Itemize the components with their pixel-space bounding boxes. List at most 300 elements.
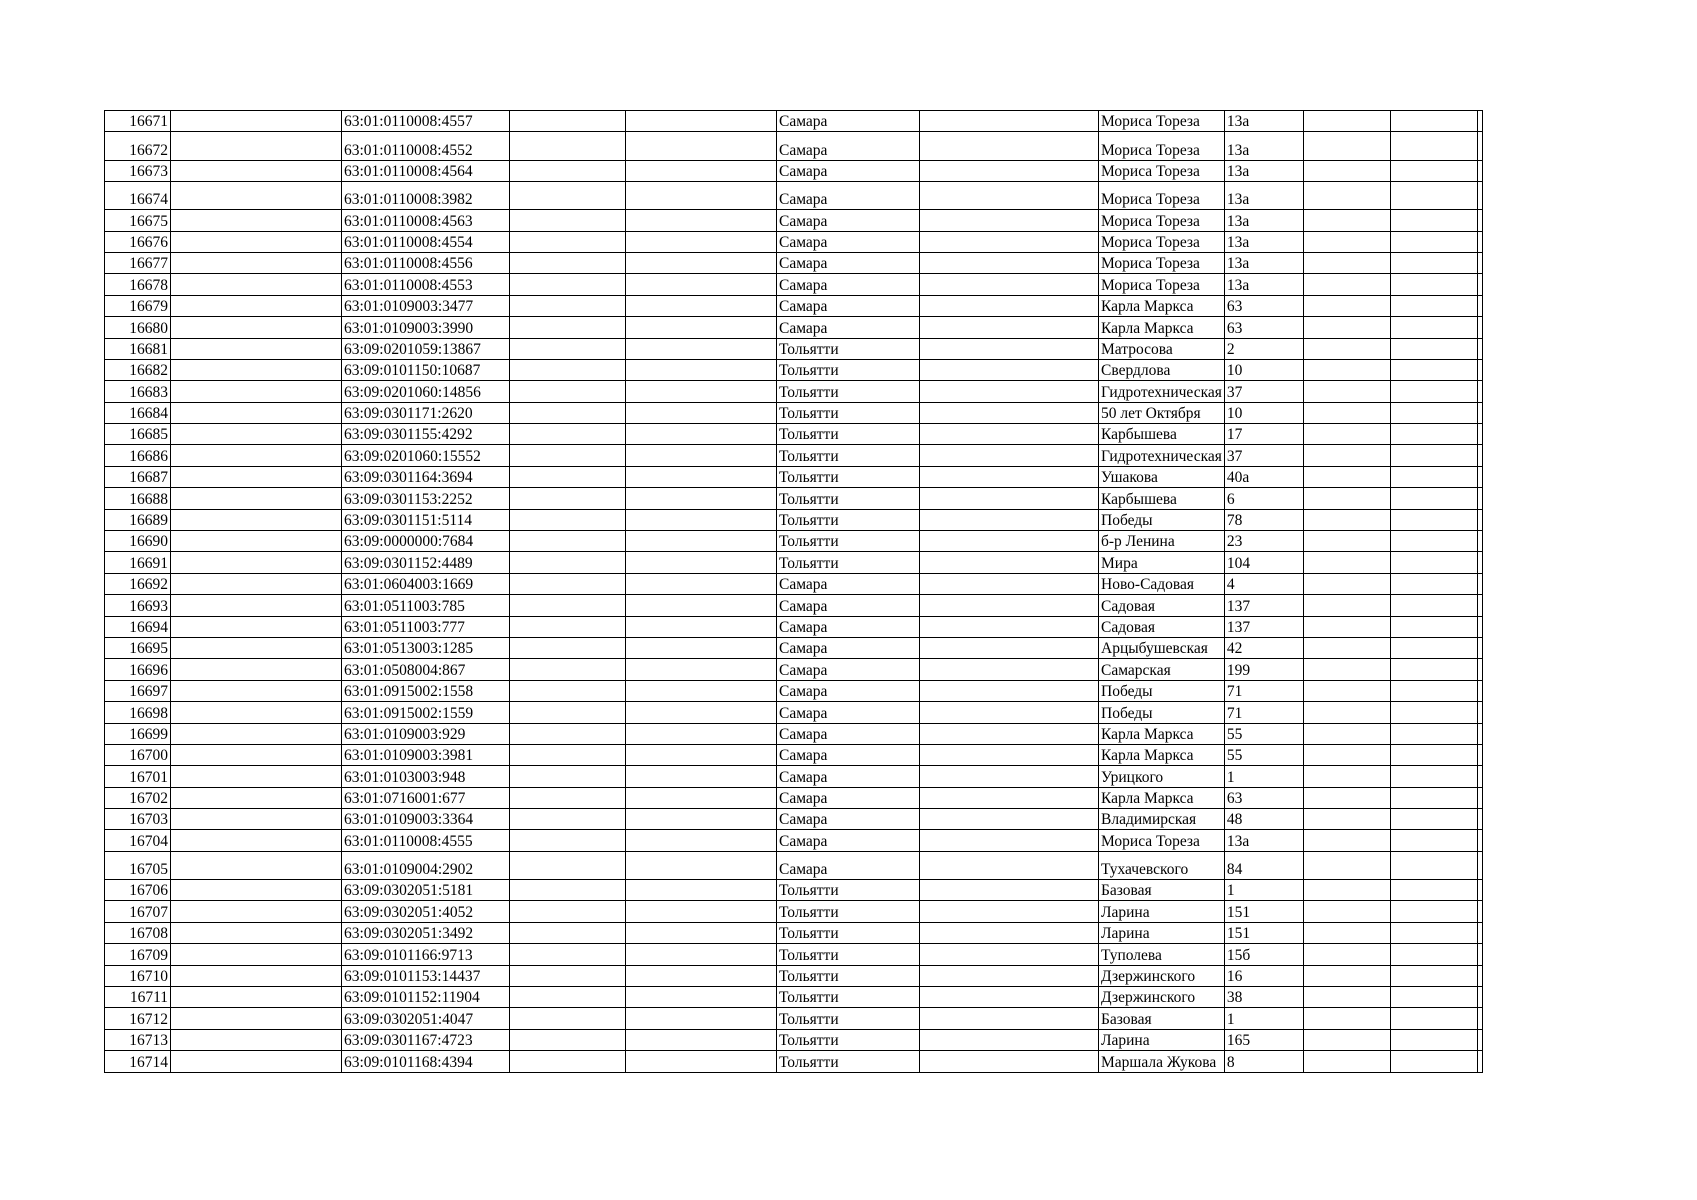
empty-cell (1390, 595, 1477, 616)
empty-cell (1477, 445, 1482, 466)
empty-cell (171, 744, 342, 765)
street-cell: Мориса Тореза (1099, 274, 1225, 295)
city-cell: Тольятти (777, 509, 920, 530)
city-cell: Тольятти (777, 552, 920, 573)
empty-cell (510, 1008, 626, 1029)
street-cell: Мориса Тореза (1099, 181, 1225, 209)
empty-cell (1477, 488, 1482, 509)
empty-cell (920, 552, 1099, 573)
empty-cell (1477, 922, 1482, 943)
street-cell: Садовая (1099, 616, 1225, 637)
empty-cell (1477, 901, 1482, 922)
empty-cell (510, 552, 626, 573)
empty-cell (510, 210, 626, 231)
house-number-cell: 37 (1224, 445, 1303, 466)
table-row (105, 274, 1483, 295)
empty-cell (1390, 132, 1477, 160)
cadastral-number-cell: 63:01:0103003:948 (342, 766, 510, 787)
empty-cell (1390, 445, 1477, 466)
empty-cell (510, 317, 626, 338)
table-row (105, 901, 1483, 922)
empty-cell (1390, 509, 1477, 530)
table-row (105, 787, 1483, 808)
empty-cell (1303, 880, 1390, 901)
empty-cell (626, 552, 777, 573)
house-number-cell: 1 (1224, 880, 1303, 901)
empty-cell (626, 1051, 777, 1072)
empty-cell (171, 210, 342, 231)
house-number-cell: 37 (1224, 381, 1303, 402)
empty-cell (510, 573, 626, 594)
table-row (105, 965, 1483, 986)
cadastral-number-cell: 63:09:0301152:4489 (342, 552, 510, 573)
city-cell: Самара (777, 787, 920, 808)
empty-cell (171, 901, 342, 922)
house-number-cell: 2 (1224, 338, 1303, 359)
cadastral-number-cell: 63:01:0508004:867 (342, 659, 510, 680)
table-row (105, 317, 1483, 338)
empty-cell (626, 1029, 777, 1050)
empty-cell (920, 424, 1099, 445)
table-row (105, 111, 1483, 132)
empty-cell (920, 922, 1099, 943)
house-number-cell: 13а (1224, 181, 1303, 209)
empty-cell (1303, 616, 1390, 637)
city-cell: Тольятти (777, 965, 920, 986)
row-number-cell: 16684 (105, 402, 171, 423)
table-row (105, 509, 1483, 530)
cadastral-number-cell: 63:09:0301167:4723 (342, 1029, 510, 1050)
empty-cell (920, 181, 1099, 209)
house-number-cell: 137 (1224, 616, 1303, 637)
street-cell: Карла Маркса (1099, 295, 1225, 316)
empty-cell (1303, 231, 1390, 252)
empty-cell (171, 595, 342, 616)
city-cell: Тольятти (777, 338, 920, 359)
empty-cell (171, 680, 342, 701)
city-cell: Тольятти (777, 987, 920, 1008)
empty-cell (1477, 595, 1482, 616)
empty-cell (626, 595, 777, 616)
empty-cell (1477, 295, 1482, 316)
row-number-cell: 16714 (105, 1051, 171, 1072)
house-number-cell: 71 (1224, 680, 1303, 701)
empty-cell (1390, 359, 1477, 380)
house-number-cell: 13а (1224, 274, 1303, 295)
row-number-cell: 16710 (105, 965, 171, 986)
row-number-cell: 16702 (105, 787, 171, 808)
empty-cell (1477, 744, 1482, 765)
empty-cell (1303, 111, 1390, 132)
empty-cell (171, 723, 342, 744)
empty-cell (626, 851, 777, 879)
house-number-cell: 165 (1224, 1029, 1303, 1050)
row-number-cell: 16682 (105, 359, 171, 380)
empty-cell (920, 702, 1099, 723)
empty-cell (1303, 252, 1390, 273)
empty-cell (171, 466, 342, 487)
empty-cell (1390, 830, 1477, 851)
table-row (105, 1029, 1483, 1050)
empty-cell (1390, 616, 1477, 637)
house-number-cell: 13а (1224, 830, 1303, 851)
empty-cell (626, 744, 777, 765)
empty-cell (510, 680, 626, 701)
cadastral-number-cell: 63:01:0110008:4555 (342, 830, 510, 851)
cadastral-number-cell: 63:01:0604003:1669 (342, 573, 510, 594)
empty-cell (1390, 402, 1477, 423)
empty-cell (626, 295, 777, 316)
city-cell: Тольятти (777, 531, 920, 552)
empty-cell (171, 132, 342, 160)
empty-cell (171, 295, 342, 316)
empty-cell (171, 965, 342, 986)
empty-cell (920, 637, 1099, 658)
house-number-cell: 84 (1224, 851, 1303, 879)
table-row (105, 466, 1483, 487)
empty-cell (171, 381, 342, 402)
cadastral-number-cell: 63:01:0110008:3982 (342, 181, 510, 209)
empty-cell (1390, 552, 1477, 573)
row-number-cell: 16713 (105, 1029, 171, 1050)
house-number-cell: 55 (1224, 723, 1303, 744)
table-row (105, 132, 1483, 160)
empty-cell (510, 809, 626, 830)
empty-cell (1390, 111, 1477, 132)
house-number-cell: 151 (1224, 922, 1303, 943)
cadastral-number-cell: 63:09:0201059:13867 (342, 338, 510, 359)
table-row (105, 809, 1483, 830)
cadastral-number-cell: 63:09:0301155:4292 (342, 424, 510, 445)
street-cell: Базовая (1099, 880, 1225, 901)
empty-cell (1303, 424, 1390, 445)
empty-cell (920, 1008, 1099, 1029)
empty-cell (510, 509, 626, 530)
empty-cell (1303, 466, 1390, 487)
table-row (105, 381, 1483, 402)
empty-cell (171, 181, 342, 209)
empty-cell (1303, 132, 1390, 160)
empty-cell (510, 181, 626, 209)
table-row (105, 922, 1483, 943)
empty-cell (1477, 181, 1482, 209)
empty-cell (626, 901, 777, 922)
table-row (105, 181, 1483, 209)
table-row (105, 987, 1483, 1008)
empty-cell (626, 466, 777, 487)
empty-cell (920, 723, 1099, 744)
empty-cell (171, 488, 342, 509)
empty-cell (920, 295, 1099, 316)
house-number-cell: 1 (1224, 1008, 1303, 1029)
house-number-cell: 63 (1224, 317, 1303, 338)
cadastral-number-cell: 63:09:0302051:5181 (342, 880, 510, 901)
empty-cell (510, 295, 626, 316)
empty-cell (920, 965, 1099, 986)
empty-cell (626, 680, 777, 701)
street-cell: Базовая (1099, 1008, 1225, 1029)
empty-cell (171, 851, 342, 879)
house-number-cell: 10 (1224, 402, 1303, 423)
street-cell: Тухачевского (1099, 851, 1225, 879)
empty-cell (510, 445, 626, 466)
cadastral-number-cell: 63:01:0511003:785 (342, 595, 510, 616)
table-row (105, 531, 1483, 552)
city-cell: Самара (777, 573, 920, 594)
row-number-cell: 16708 (105, 922, 171, 943)
cadastral-number-cell: 63:01:0716001:677 (342, 787, 510, 808)
table-row (105, 944, 1483, 965)
city-cell: Тольятти (777, 381, 920, 402)
house-number-cell: 13а (1224, 160, 1303, 181)
empty-cell (920, 509, 1099, 530)
empty-cell (510, 901, 626, 922)
city-cell: Тольятти (777, 424, 920, 445)
empty-cell (626, 987, 777, 1008)
empty-cell (510, 616, 626, 637)
empty-cell (1390, 944, 1477, 965)
empty-cell (626, 944, 777, 965)
street-cell: Владимирская (1099, 809, 1225, 830)
row-number-cell: 16688 (105, 488, 171, 509)
empty-cell (920, 274, 1099, 295)
table-row (105, 616, 1483, 637)
empty-cell (626, 965, 777, 986)
empty-cell (920, 488, 1099, 509)
empty-cell (510, 851, 626, 879)
row-number-cell: 16680 (105, 317, 171, 338)
table-row (105, 295, 1483, 316)
house-number-cell: 78 (1224, 509, 1303, 530)
city-cell: Тольятти (777, 1029, 920, 1050)
cadastral-number-cell: 63:01:0915002:1558 (342, 680, 510, 701)
row-number-cell: 16677 (105, 252, 171, 273)
empty-cell (171, 1008, 342, 1029)
empty-cell (1303, 552, 1390, 573)
row-number-cell: 16695 (105, 637, 171, 658)
empty-cell (920, 830, 1099, 851)
cadastral-number-cell: 63:01:0110008:4557 (342, 111, 510, 132)
empty-cell (1390, 466, 1477, 487)
empty-cell (626, 210, 777, 231)
cadastral-number-cell: 63:09:0101168:4394 (342, 1051, 510, 1072)
row-number-cell: 16673 (105, 160, 171, 181)
empty-cell (626, 111, 777, 132)
empty-cell (1303, 573, 1390, 594)
empty-cell (920, 359, 1099, 380)
house-number-cell: 104 (1224, 552, 1303, 573)
empty-cell (1477, 531, 1482, 552)
empty-cell (1477, 965, 1482, 986)
table-row (105, 359, 1483, 380)
street-cell: Ларина (1099, 1029, 1225, 1050)
empty-cell (1477, 210, 1482, 231)
empty-cell (510, 744, 626, 765)
empty-cell (1303, 381, 1390, 402)
street-cell: Мориса Тореза (1099, 231, 1225, 252)
empty-cell (626, 766, 777, 787)
city-cell: Самара (777, 616, 920, 637)
street-cell: Победы (1099, 702, 1225, 723)
row-number-cell: 16685 (105, 424, 171, 445)
cadastral-number-cell: 63:01:0109004:2902 (342, 851, 510, 879)
row-number-cell: 16691 (105, 552, 171, 573)
row-number-cell: 16701 (105, 766, 171, 787)
street-cell: Мориса Тореза (1099, 111, 1225, 132)
empty-cell (920, 317, 1099, 338)
city-cell: Самара (777, 723, 920, 744)
empty-cell (920, 1051, 1099, 1072)
empty-cell (1390, 702, 1477, 723)
empty-cell (1303, 744, 1390, 765)
city-cell: Самара (777, 210, 920, 231)
city-cell: Тольятти (777, 359, 920, 380)
house-number-cell: 4 (1224, 573, 1303, 594)
street-cell: Мориса Тореза (1099, 830, 1225, 851)
cadastral-number-cell: 63:01:0110008:4552 (342, 132, 510, 160)
empty-cell (1477, 723, 1482, 744)
empty-cell (626, 659, 777, 680)
row-number-cell: 16692 (105, 573, 171, 594)
empty-cell (1477, 1008, 1482, 1029)
empty-cell (510, 488, 626, 509)
empty-cell (1477, 616, 1482, 637)
empty-cell (1390, 252, 1477, 273)
house-number-cell: 13а (1224, 252, 1303, 273)
empty-cell (1303, 1029, 1390, 1050)
table-row (105, 424, 1483, 445)
empty-cell (1477, 160, 1482, 181)
empty-cell (920, 809, 1099, 830)
cadastral-number-cell: 63:01:0513003:1285 (342, 637, 510, 658)
empty-cell (626, 809, 777, 830)
empty-cell (171, 1029, 342, 1050)
empty-cell (1390, 680, 1477, 701)
city-cell: Тольятти (777, 1008, 920, 1029)
row-number-cell: 16712 (105, 1008, 171, 1029)
empty-cell (510, 702, 626, 723)
empty-cell (510, 880, 626, 901)
row-number-cell: 16678 (105, 274, 171, 295)
empty-cell (510, 944, 626, 965)
empty-cell (1477, 702, 1482, 723)
cadastral-number-cell: 63:09:0301171:2620 (342, 402, 510, 423)
house-number-cell: 137 (1224, 595, 1303, 616)
empty-cell (1477, 132, 1482, 160)
empty-cell (510, 402, 626, 423)
empty-cell (1477, 680, 1482, 701)
empty-cell (920, 231, 1099, 252)
row-number-cell: 16703 (105, 809, 171, 830)
empty-cell (171, 987, 342, 1008)
house-number-cell: 16 (1224, 965, 1303, 986)
cadastral-number-cell: 63:09:0101166:9713 (342, 944, 510, 965)
street-cell: Карла Маркса (1099, 317, 1225, 338)
empty-cell (1390, 965, 1477, 986)
empty-cell (171, 359, 342, 380)
empty-cell (1303, 445, 1390, 466)
cadastral-number-cell: 63:01:0110008:4553 (342, 274, 510, 295)
city-cell: Самара (777, 252, 920, 273)
street-cell: Мира (1099, 552, 1225, 573)
empty-cell (626, 723, 777, 744)
empty-cell (171, 111, 342, 132)
empty-cell (171, 830, 342, 851)
row-number-cell: 16674 (105, 181, 171, 209)
empty-cell (626, 616, 777, 637)
empty-cell (1477, 987, 1482, 1008)
cadastral-number-cell: 63:09:0302051:4052 (342, 901, 510, 922)
city-cell: Самара (777, 317, 920, 338)
city-cell: Самара (777, 111, 920, 132)
house-number-cell: 23 (1224, 531, 1303, 552)
house-number-cell: 10 (1224, 359, 1303, 380)
table-row (105, 637, 1483, 658)
empty-cell (1390, 531, 1477, 552)
empty-cell (1303, 1008, 1390, 1029)
empty-cell (510, 659, 626, 680)
empty-cell (1477, 1051, 1482, 1072)
empty-cell (510, 252, 626, 273)
empty-cell (1390, 424, 1477, 445)
empty-cell (171, 317, 342, 338)
house-number-cell: 151 (1224, 901, 1303, 922)
street-cell: Карла Маркса (1099, 787, 1225, 808)
street-cell: Гидротехническая (1099, 445, 1225, 466)
empty-cell (1303, 723, 1390, 744)
city-cell: Самара (777, 766, 920, 787)
street-cell: Самарская (1099, 659, 1225, 680)
street-cell: Карла Маркса (1099, 723, 1225, 744)
row-number-cell: 16676 (105, 231, 171, 252)
empty-cell (171, 424, 342, 445)
empty-cell (920, 402, 1099, 423)
city-cell: Самара (777, 809, 920, 830)
empty-cell (1390, 231, 1477, 252)
table-row (105, 338, 1483, 359)
empty-cell (1390, 1008, 1477, 1029)
empty-cell (510, 466, 626, 487)
empty-cell (920, 659, 1099, 680)
empty-cell (1390, 851, 1477, 879)
table-row (105, 830, 1483, 851)
row-number-cell: 16675 (105, 210, 171, 231)
empty-cell (1303, 809, 1390, 830)
empty-cell (626, 509, 777, 530)
empty-cell (626, 274, 777, 295)
house-number-cell: 13а (1224, 132, 1303, 160)
empty-cell (626, 252, 777, 273)
house-number-cell: 17 (1224, 424, 1303, 445)
empty-cell (1477, 509, 1482, 530)
city-cell: Тольятти (777, 488, 920, 509)
city-cell: Самара (777, 181, 920, 209)
empty-cell (626, 402, 777, 423)
row-number-cell: 16697 (105, 680, 171, 701)
cadastral-number-cell: 63:01:0109003:3364 (342, 809, 510, 830)
cadastral-number-cell: 63:09:0302051:3492 (342, 922, 510, 943)
empty-cell (920, 160, 1099, 181)
street-cell: 50 лет Октября (1099, 402, 1225, 423)
empty-cell (1390, 809, 1477, 830)
empty-cell (1390, 637, 1477, 658)
empty-cell (1303, 295, 1390, 316)
empty-cell (1303, 181, 1390, 209)
row-number-cell: 16690 (105, 531, 171, 552)
empty-cell (510, 595, 626, 616)
empty-cell (920, 880, 1099, 901)
table-row (105, 252, 1483, 273)
